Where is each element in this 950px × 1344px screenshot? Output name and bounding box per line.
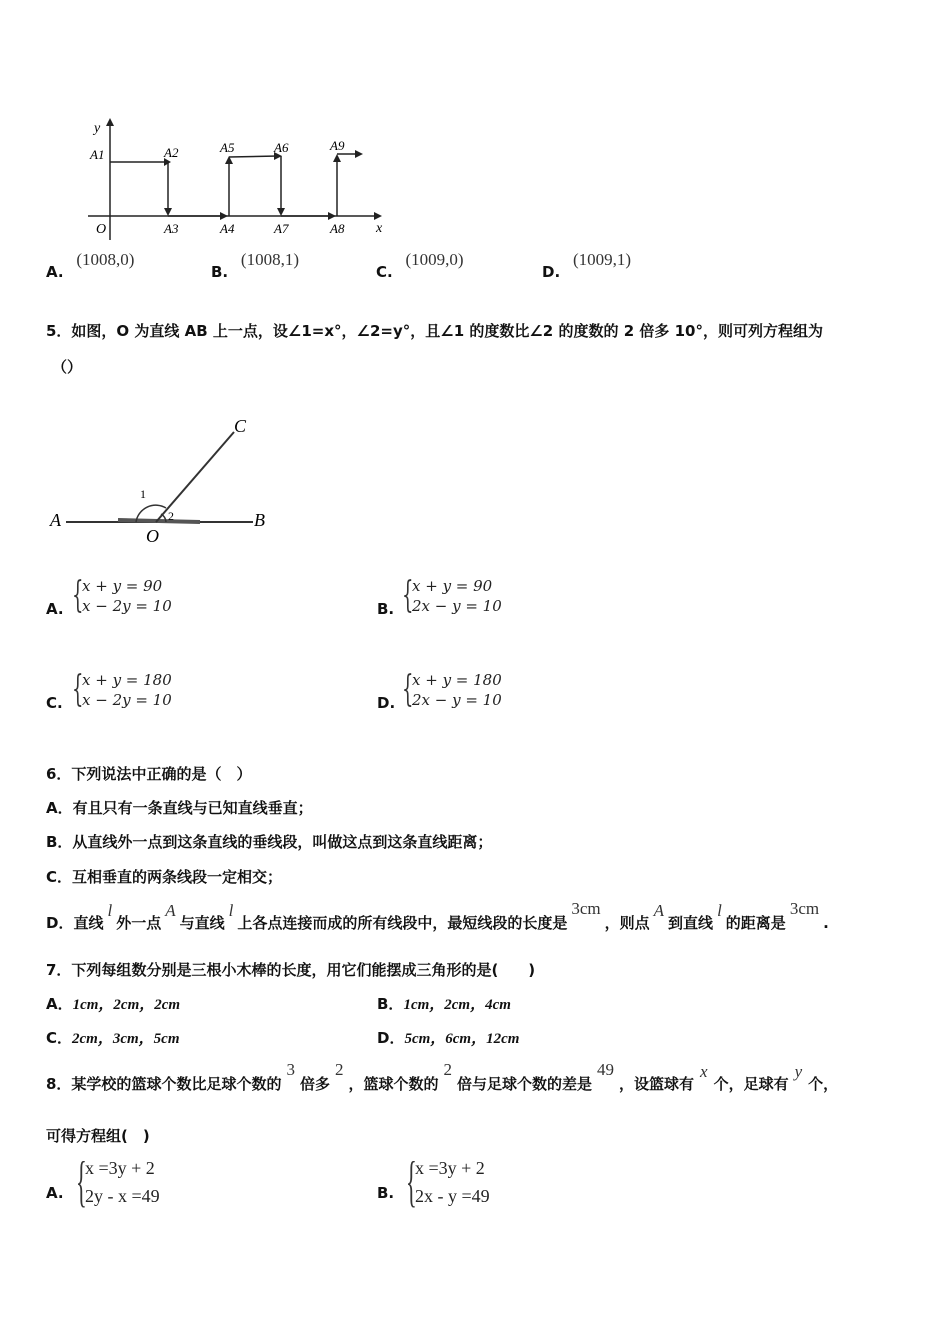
q7-option-d[interactable]: D．5cm，6cm，12cm [377, 1029, 520, 1047]
brace-icon: { [402, 575, 414, 616]
q5-angle-figure [48, 408, 278, 548]
q5-option-b-label: B. [377, 600, 395, 618]
option-value: (1009,0) [405, 250, 464, 269]
label-a1: A1 [90, 147, 105, 162]
brace-icon: { [72, 669, 84, 710]
option-label: D. [542, 263, 561, 281]
q4-option-b[interactable] [211, 250, 299, 282]
q8-option-a-label: A. [46, 1184, 64, 1202]
label-a: A [50, 510, 61, 530]
option-value: (1009,1) [572, 250, 632, 269]
label-a8: A8 [330, 221, 345, 236]
equation: x + y = 90 [412, 577, 493, 595]
equation: 2x − y = 10 [412, 597, 502, 615]
label-o: O [146, 526, 159, 546]
label-a6: A6 [274, 140, 289, 155]
label-origin: O [96, 222, 107, 237]
label-x: x [376, 221, 383, 236]
equation: x − 2y = 10 [82, 597, 172, 615]
q4-option-a[interactable] [46, 250, 135, 282]
equation: x =3y + 2 [85, 1158, 155, 1178]
option-value: (1008,0) [76, 250, 135, 269]
equation: x + y = 180 [412, 671, 502, 689]
brace-icon: { [406, 1151, 417, 1213]
label-a4: A4 [220, 221, 235, 236]
equation: x + y = 90 [82, 577, 163, 595]
q8-stem-line1: 8．某学校的篮球个数比足球个数的3倍多2，篮球个数的2倍与足球个数的差是49，设篮球有x个，足球有y个， [46, 1060, 839, 1093]
label-a5: A5 [220, 140, 235, 155]
label-a9: A9 [330, 138, 345, 153]
q8-option-b-label: B. [377, 1184, 395, 1202]
q6-option-c[interactable]: C．互相垂直的两条线段一定相交； [46, 868, 283, 886]
q8-option-b-system[interactable] [406, 1151, 490, 1213]
q6-option-d[interactable]: D．直线l外一点A与直线l上各点连接而成的所有线段中，最短线段的长度是3cm，则点A到直线l的距离是3cm. [46, 899, 829, 932]
label-angle1: 1 [140, 487, 146, 501]
q5-option-c-system[interactable] [72, 670, 172, 710]
label-c: C [234, 416, 247, 436]
q5-stem-line1: 5．如图，O 为直线 AB 上一点，设∠1=x°，∠2=y°，且∠1 的度数比∠2 的度数的 2 倍多 10°，则可列方程组为 [46, 322, 823, 340]
label-a2: A2 [164, 145, 179, 160]
q6-stem: 6．下列说法中正确的是（ ） [46, 765, 252, 783]
q5-option-b-system[interactable] [402, 576, 502, 616]
option-label: B. [211, 263, 229, 281]
brace-icon: { [76, 1151, 87, 1213]
label-angle2: 2 [168, 509, 174, 523]
q5-option-d-label: D. [377, 694, 396, 712]
q5-option-c-label: C. [46, 694, 63, 712]
equation: 2x - y =49 [415, 1186, 490, 1206]
q5-stem-line2: （） [52, 358, 83, 376]
q4-coordinate-figure [80, 112, 400, 242]
equation: x − 2y = 10 [82, 691, 172, 709]
label-a3: A3 [164, 221, 179, 236]
label-a7: A7 [274, 221, 289, 236]
q7-option-b[interactable]: B．1cm，2cm，4cm [377, 995, 511, 1013]
label-y: y [94, 121, 101, 136]
q8-stem-line2: 可得方程组( ) [46, 1127, 150, 1145]
q6-option-b[interactable]: B．从直线外一点到这条直线的垂线段，叫做这点到这条直线距离； [46, 833, 493, 851]
option-label: C. [376, 263, 393, 281]
brace-icon: { [72, 575, 84, 616]
q4-option-d[interactable] [542, 250, 632, 282]
q4-option-c[interactable] [376, 250, 464, 282]
equation: 2x − y = 10 [412, 691, 502, 709]
q8-option-a-system[interactable] [76, 1151, 160, 1213]
label-b: B [254, 510, 265, 530]
q5-option-a-system[interactable] [72, 576, 172, 616]
q5-option-a-label: A. [46, 600, 64, 618]
equation: 2y - x =49 [85, 1186, 160, 1206]
option-label: A. [46, 263, 64, 281]
q7-stem: 7．下列每组数分别是三根小木棒的长度，用它们能摆成三角形的是( ) [46, 961, 536, 979]
q7-option-c[interactable]: C．2cm，3cm，5cm [46, 1029, 180, 1047]
option-value: (1008,1) [240, 250, 299, 269]
q6-option-a[interactable]: A．有且只有一条直线与已知直线垂直； [46, 799, 313, 817]
brace-icon: { [402, 669, 414, 710]
equation: x + y = 180 [82, 671, 172, 689]
q5-option-d-system[interactable] [402, 670, 502, 710]
equation: x =3y + 2 [415, 1158, 485, 1178]
q7-option-a[interactable]: A．1cm，2cm，2cm [46, 995, 181, 1013]
